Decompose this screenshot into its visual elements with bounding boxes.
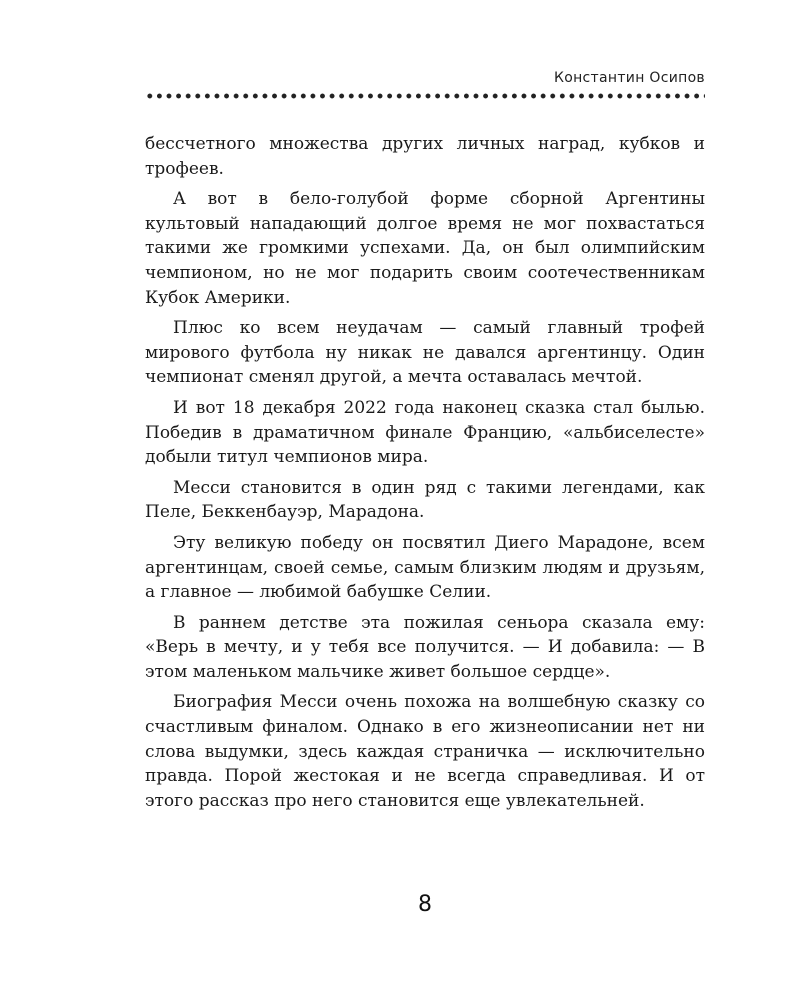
paragraph: Эту великую победу он посвятил Диего Марадоне, всем аргентинцам, своей семье, самым близким людям и друзьям, а главное — любимой бабушке Селии. xyxy=(145,532,705,603)
paragraph: И вот 18 декабря 2022 года наконец сказка стал былью. Победив в драматичном финале Францию, «альбиселесте» добыли титул чемпионов мира. xyxy=(145,397,705,468)
dotted-rule xyxy=(145,92,705,100)
paragraph: Плюс ко всем неудачам — самый главный трофей мирового футбола ну никак не давался аргентинцу. Один чемпионат сменял другой, а мечта оставалась мечтой. xyxy=(145,318,705,388)
paragraph: Месси становится в один ряд с такими легендами, как Пеле, Беккенбауэр, Марадона. xyxy=(145,477,705,523)
paragraph: В раннем детстве эта пожилая сеньора сказала ему: «Верь в мечту, и у тебя все получится. — И добавила: — В этом маленьком мальчике живет большое сердце». xyxy=(145,612,705,682)
paragraph: А вот в бело-голубой форме сборной Аргентины культовый нападающий долгое время не мог похвастаться такими же громкими успехами. Да, он был олимпийским чемпионом, но не мог подарить своим соотечественникам Кубок Америки. xyxy=(145,189,705,308)
paragraph: Биография Месси очень похожа на волшебную сказку со счастливым финалом. Однако в его жизнеописании нет ни слова выдумки, здесь каждая страничка — исключительно правда. Порой жестокая и не всегда справедливая. И от этого рассказ про него становится еще увлекательней. xyxy=(145,692,705,811)
page-body xyxy=(145,132,705,819)
page-number: 8 xyxy=(418,892,432,917)
paragraph: бессчетного множества других личных наград, кубков и трофеев. xyxy=(145,134,705,179)
running-head-author: Константин Осипов xyxy=(554,70,705,86)
